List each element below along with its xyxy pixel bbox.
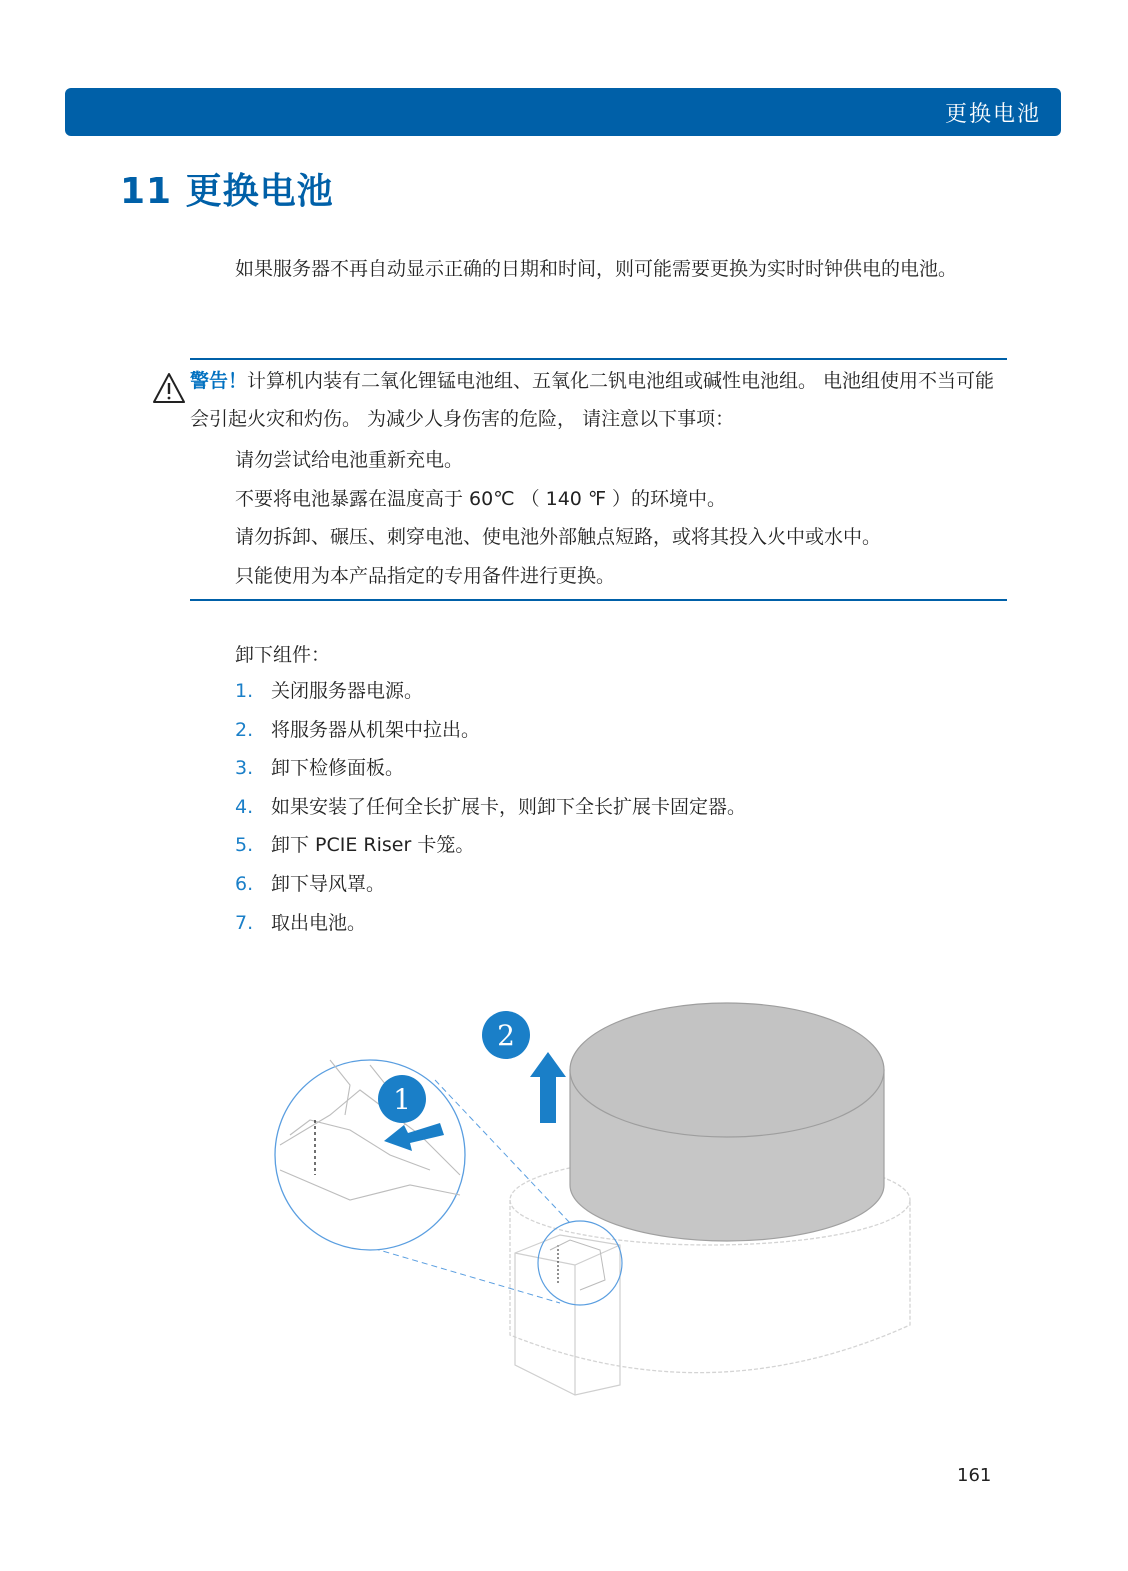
step-text: 关闭服务器电源。: [271, 680, 424, 702]
warning-item: 请勿尝试给电池重新充电。: [235, 449, 464, 471]
warning-item: 请勿拆卸、碾压、刺穿电池、使电池外部触点短路，或将其投入火中或水中。: [235, 526, 882, 548]
step-item: [235, 711, 746, 750]
warning-top-rule: [190, 358, 1007, 360]
battery-removal-figure: [270, 995, 920, 1405]
callout-1: [378, 1075, 426, 1123]
step-item: [235, 904, 746, 943]
step-number: 5.: [235, 834, 254, 857]
step-item: [235, 788, 746, 827]
step-text: 卸下检修面板。: [271, 757, 405, 780]
step-item: [235, 672, 746, 711]
chapter-title: 11 更换电池: [120, 171, 334, 212]
callout-2-label: 2: [497, 1019, 515, 1052]
step-number: 2.: [235, 718, 254, 741]
page-number: 161: [957, 1465, 992, 1486]
callout-2: [482, 1011, 530, 1059]
intro-paragraph: 如果服务器不再自动显示正确的日期和时间，则可能需要更换为实时时钟供电的电池。: [235, 258, 958, 280]
header-title: 更换电池: [944, 102, 1041, 127]
warning-body: 计算机内装有二氧化锂锰电池组、五氧化二钒电池组或碱性电池组。 电池组使用不当可能会引起火灾和灼伤。 为减少人身伤害的危险， 请注意以下事项：: [190, 370, 995, 430]
step-text: 如果安装了任何全长扩展卡，则卸下全长扩展卡固定器。: [271, 795, 747, 818]
warning-triangle-icon: [152, 372, 186, 404]
warning-label: 警告！: [190, 370, 248, 392]
step-number: 7.: [235, 911, 254, 934]
step-text: 取出电池。: [271, 911, 367, 934]
coin-battery: [570, 1003, 884, 1241]
step-text: 卸下 PCIE Riser 卡笼。: [271, 834, 475, 857]
warning-bottom-rule: [190, 599, 1007, 601]
callout-1-label: 1: [393, 1083, 411, 1116]
chapter-header-bar: [65, 88, 1061, 136]
warning-list: [235, 441, 881, 595]
step-text: 卸下导风罩。: [271, 872, 386, 895]
warning-text: [190, 362, 1010, 438]
zoom-detail-circle: [275, 1060, 465, 1250]
battery-clip-block: [515, 1235, 620, 1395]
steps-heading: 卸下组件：: [235, 644, 331, 666]
step-item: [235, 865, 746, 904]
lift-up-arrow: [530, 1052, 566, 1123]
step-item: [235, 826, 746, 865]
steps-list: [235, 672, 746, 942]
step-number: 4.: [235, 795, 254, 818]
step-number: 6.: [235, 872, 254, 895]
warning-item: 只能使用为本产品指定的专用备件进行更换。: [235, 564, 616, 587]
step-item: [235, 749, 746, 788]
step-number: 1.: [235, 680, 254, 702]
step-text: 将服务器从机架中拉出。: [271, 718, 481, 741]
warning-item: 不要将电池暴露在温度高于 60℃ （ 140 ℉ ）的环境中。: [235, 487, 727, 510]
step-number: 3.: [235, 757, 254, 780]
